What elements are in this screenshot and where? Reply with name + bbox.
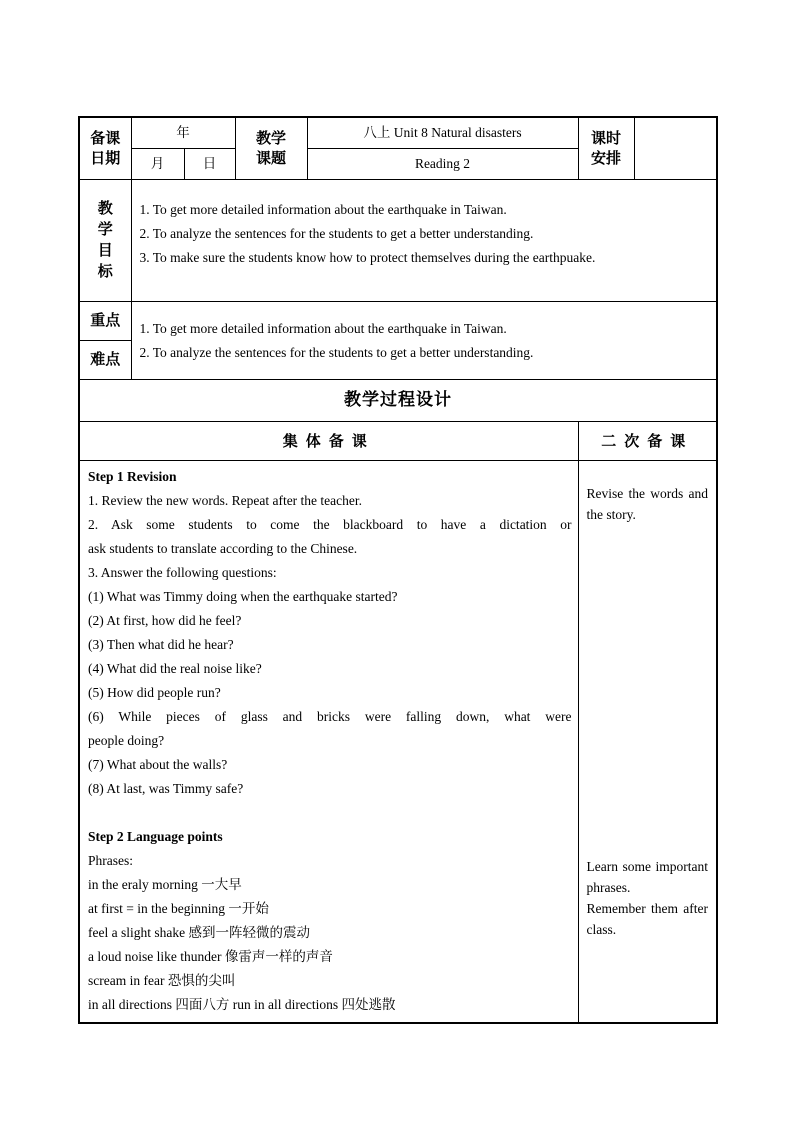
- keypoint-item-1: 1. To get more detailed information about the earthquake in Taiwan.: [139, 320, 507, 336]
- question-4: (4) What did the real noise like?: [88, 660, 262, 676]
- objectives-label-text: 教 学 目 标: [97, 199, 113, 280]
- topic-line2-text: Reading 2: [414, 155, 471, 171]
- note-3a: Remember them after: [586, 900, 709, 916]
- phrases-label: Phrases:: [88, 852, 133, 868]
- phrase-3: feel a slight shake 感到一阵轻微的震动: [88, 924, 310, 940]
- date-label: [79, 117, 131, 179]
- question-6a: (6) While pieces of glass and bricks were falling down, what were: [88, 708, 572, 724]
- question-3: (3) Then what did he hear?: [88, 636, 234, 652]
- keypoint-label-text: 重点: [90, 311, 121, 329]
- topic-line2: [307, 148, 578, 179]
- objective-item-3: 3. To make sure the students know how to protect themselves during the earthpuake.: [139, 249, 596, 265]
- collective-prep-header: [79, 421, 578, 460]
- month-cell: [131, 148, 184, 179]
- process-title: [79, 379, 717, 421]
- secondary-prep-header-text: 二次备课: [601, 431, 694, 450]
- phrase-2: at first = in the beginning 一开始: [88, 900, 269, 916]
- phrase-6: in all directions 四面八方 run in all directions 四处逃散: [88, 996, 396, 1012]
- topic-label-text: 教学 课题: [255, 129, 286, 168]
- difficulty-label: [79, 340, 131, 379]
- date-label-text: 备课 日期: [90, 129, 121, 168]
- year-text: 年: [176, 124, 190, 141]
- keypoints-content: [131, 301, 717, 379]
- keypoint-item-2: 2. To analyze the sentences for the students to get a better understanding.: [139, 344, 534, 360]
- question-7: (7) What about the walls?: [88, 756, 228, 772]
- objective-item-1: 1. To get more detailed information about the earthquake in Taiwan.: [139, 201, 507, 217]
- step2-title: Step 2 Language points: [88, 828, 223, 844]
- question-8: (8) At last, was Timmy safe?: [88, 780, 244, 796]
- period-value: [634, 117, 717, 179]
- step1-title: Step 1 Revision: [88, 468, 177, 484]
- difficulty-label-text: 难点: [90, 350, 121, 368]
- objectives-content: [131, 179, 717, 301]
- note-2a: Learn some important: [586, 858, 709, 874]
- period-label-text: 课时 安排: [591, 129, 622, 168]
- question-6b: people doing?: [88, 732, 165, 748]
- day-text: 日: [202, 155, 217, 172]
- phrase-4: a loud noise like thunder 像雷声一样的声音: [88, 948, 333, 964]
- process-title-text: 教学过程设计: [344, 390, 452, 410]
- note-1a: Revise the words and: [586, 485, 709, 501]
- step1-line2b: ask students to translate according to the Chinese.: [88, 540, 358, 556]
- secondary-prep-header: [578, 421, 717, 460]
- phrase-5: scream in fear 恐惧的尖叫: [88, 972, 236, 988]
- year-cell: [131, 117, 235, 148]
- period-label: [578, 117, 634, 179]
- topic-label: [235, 117, 307, 179]
- topic-line1-text: 八上 Unit 8 Natural disasters: [363, 124, 522, 140]
- keypoint-label: [79, 301, 131, 340]
- secondary-prep-content: [578, 460, 717, 1023]
- step1-line3: 3. Answer the following questions:: [88, 564, 277, 580]
- month-text: 月: [150, 155, 165, 172]
- day-cell: [184, 148, 235, 179]
- lesson-plan-table: [78, 116, 718, 1024]
- step1-line1: 1. Review the new words. Repeat after the teacher.: [88, 492, 363, 508]
- phrase-1: in the eraly morning 一大早: [88, 876, 242, 892]
- question-5: (5) How did people run?: [88, 684, 221, 700]
- objectives-label: [79, 179, 131, 301]
- collective-prep-header-text: 集体备课: [282, 431, 375, 450]
- step1-line2a: 2. Ask some students to come the blackboard to have a dictation or: [88, 516, 572, 532]
- note-1b: the story.: [586, 506, 636, 522]
- question-2: (2) At first, how did he feel?: [88, 612, 242, 628]
- note-3b: class.: [586, 921, 617, 937]
- collective-prep-content: [79, 460, 578, 1023]
- objective-item-2: 2. To analyze the sentences for the students to get a better understanding.: [139, 225, 534, 241]
- note-2b: phrases.: [586, 879, 631, 895]
- spacer: [88, 801, 572, 825]
- lesson-plan-page: [78, 116, 716, 1024]
- question-1: (1) What was Timmy doing when the earthquake started?: [88, 588, 398, 604]
- topic-line1: [307, 117, 578, 148]
